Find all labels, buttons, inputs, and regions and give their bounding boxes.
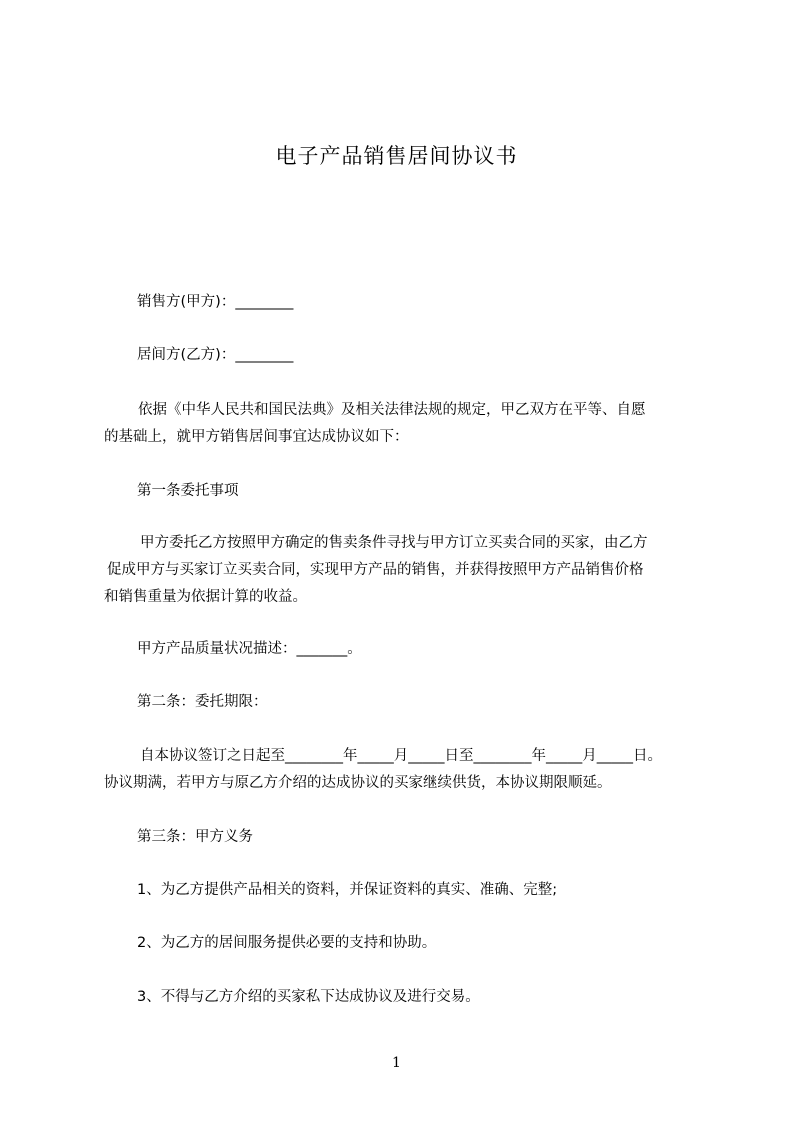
article3-item-3: 3、不得与乙方介绍的买家私下达成协议及进行交易。	[137, 989, 480, 1005]
broker-line: 居间方(乙方)：________	[137, 347, 294, 363]
article3-heading: 第三条：甲方义务	[137, 829, 253, 845]
article2-line-2: 协议期满，若甲方与原乙方介绍的达成协议的买家继续供货，本协议期限顺延。	[104, 775, 612, 791]
article1-p1-line-3: 和销售重量为依据计算的收益。	[104, 589, 307, 605]
article1-heading: 第一条委托事项	[137, 483, 239, 499]
seller-line: 销售方(甲方)：________	[137, 294, 294, 310]
document-title: 电子产品销售居间协议书	[275, 144, 518, 168]
article3-item-2: 2、为乙方的居间服务提供必要的支持和协助。	[137, 935, 437, 951]
page-number: 1	[392, 1055, 401, 1071]
article1-p1-line-2: 促成甲方与买家订立买卖合同，实现甲方产品的销售，并获得按照甲方产品销售价格	[107, 562, 644, 578]
article1-p2: 甲方产品质量状况描述：_______。	[137, 641, 362, 657]
article1-p1-line-1: 甲方委托乙方按照甲方确定的售卖条件寻找与甲方订立买卖合同的买家，由乙方	[140, 535, 648, 551]
intro-line-2: 的基础上，就甲方销售居间事宜达成协议如下：	[104, 429, 409, 445]
article3-item-1: 1、为乙方提供产品相关的资料，并保证资料的真实、准确、完整;	[137, 882, 558, 898]
intro-line-1: 依据《中华人民共和国民法典》及相关法律法规的规定，甲乙双方在平等、自愿	[138, 402, 646, 418]
article2-heading: 第二条：委托期限：	[137, 694, 268, 710]
article2-line-1: 自本协议签订之日起至________年_____月_____日至________年_____月_____日。	[140, 748, 662, 764]
